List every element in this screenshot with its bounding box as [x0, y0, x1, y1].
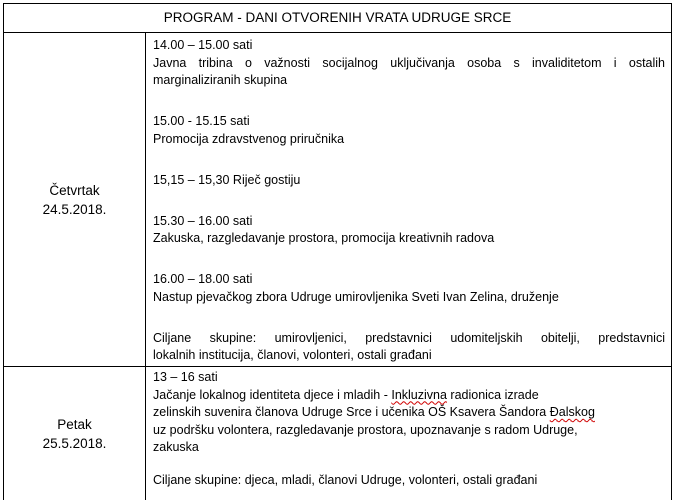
table-row-friday	[4, 367, 671, 500]
day-cell	[4, 33, 145, 366]
event-time: 15,15 – 15,30 Riječ gostiju	[153, 172, 301, 187]
day-date: 25.5.2018.	[42, 435, 107, 451]
event-description-cont	[153, 404, 665, 422]
target-groups-text-cont: lokalnih institucija, članovi, volonteri, ostali građani	[153, 348, 432, 363]
events-cell	[153, 37, 665, 365]
event-item	[153, 172, 665, 190]
target-groups	[153, 330, 665, 365]
event-time: 14.00 – 15.00 sati	[153, 38, 253, 52]
event-description-part: radionica izrade	[446, 387, 539, 402]
event-time: 15.30 – 16.00 sati	[153, 213, 253, 228]
table-title: PROGRAM - DANI OTVORENIH VRATA UDRUGE SRCE	[4, 3, 671, 33]
events-cell	[153, 369, 665, 490]
event-item	[153, 213, 665, 248]
event-time: 13 – 16 sati	[153, 370, 218, 384]
event-item	[153, 37, 665, 90]
program-table	[3, 3, 672, 500]
day-name: Petak	[57, 416, 92, 432]
day-name: Četvrtak	[49, 182, 100, 198]
target-groups-text: Ciljane skupine: djeca, mladi, članovi Udruge, volonteri, ostali građani	[153, 472, 538, 487]
spellcheck-word: Inkluzivna	[391, 387, 447, 402]
column-divider	[145, 33, 146, 500]
event-description: Promocija zdravstvenog priručnika	[153, 131, 345, 146]
day-date: 24.5.2018.	[42, 201, 107, 217]
event-description	[153, 387, 665, 405]
event-description-cont: marginaliziranih skupina	[153, 73, 288, 88]
event-time: 16.00 – 18.00 sati	[153, 272, 253, 287]
event-time: 15.00 - 15.15 sati	[153, 114, 250, 129]
target-groups-text: Ciljane skupine: umirovljenici, predstavnici udomiteljskih obitelji, predstavnici	[153, 330, 665, 345]
event-description-cont: uz podršku volontera, razgledavanje prostora, upoznavanje s radom Udruge,	[153, 422, 578, 437]
day-cell	[4, 367, 145, 500]
event-description: Javna tribina o važnosti socijalnog uključivanja osoba s invaliditetom i ostalih	[153, 55, 665, 70]
event-description: Zakuska, razgledavanje prostora, promocija kreativnih radova	[153, 231, 495, 246]
target-groups	[153, 472, 665, 490]
table-row-thursday	[4, 33, 671, 367]
event-item	[153, 113, 665, 148]
event-item	[153, 271, 665, 306]
spellcheck-word: Đalskog	[549, 405, 595, 420]
event-description-cont: zakuska	[153, 440, 199, 455]
event-description: Nastup pjevačkog zbora Udruge umirovljenika Sveti Ivan Zelina, druženje	[153, 289, 559, 304]
event-item	[153, 369, 665, 457]
event-description-part: zelinskih suvenira članova Udruge Srce i učenika OŠ Ksavera Šandora	[153, 405, 550, 420]
event-description-part: Jačanje lokalnog identiteta djece i mladih -	[153, 387, 392, 402]
